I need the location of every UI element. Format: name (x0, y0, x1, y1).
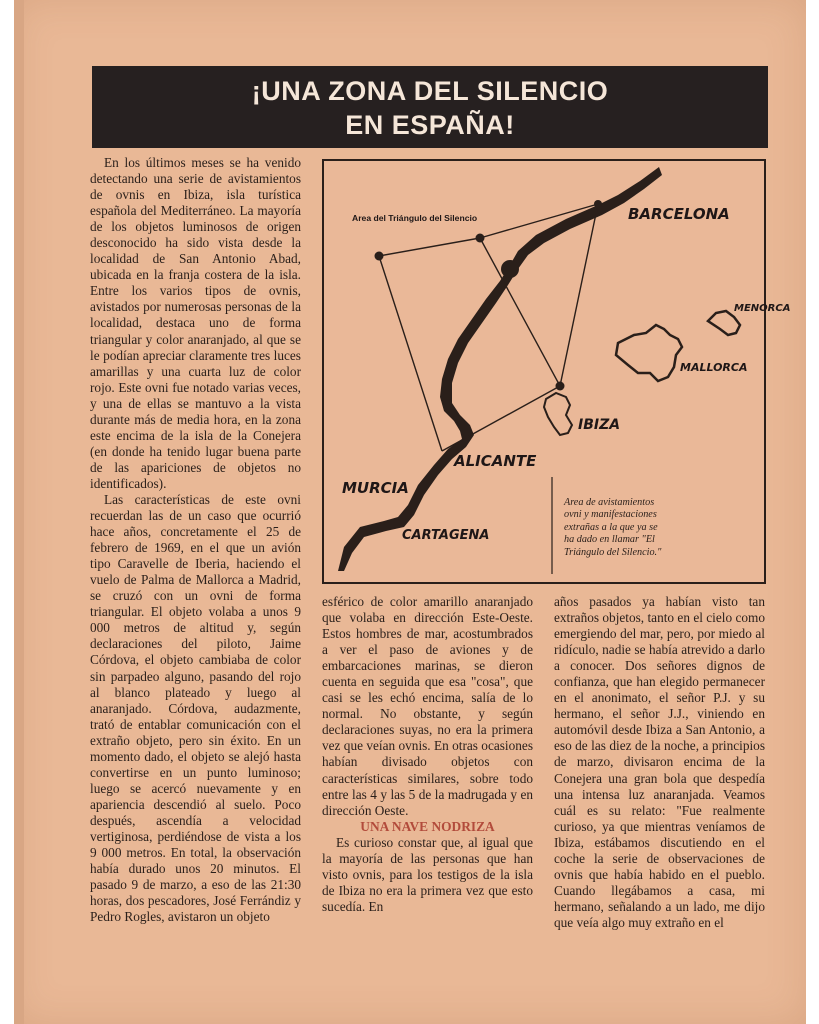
label-cartagena: CARTAGENA (402, 528, 490, 543)
label-alicante: ALICANTE (454, 452, 537, 470)
article-paragraph: Es curioso constar que, al igual que la mayoría de las personas que han visto ovnis, para los testigos de la isla de Ibiza no era la primera vez que esto sucedía. En (322, 834, 533, 914)
article-paragraph: años pasados ya habían visto tan extraños objetos, tanto en el cielo como emergiendo del mar, pero, por miedo al ridículo, nadie se había atrevido a darlo a conocer. Dos señores dignos de confianza, que han elegido permanecer en el anonimato, el señor P.J. y su hermano, el señor J.J., viniendo en automóvil desde Ibiza a San Antonio, a eso de las diez de la noche, a principios de marzo, divisaron encima de la Conejera una gran bola que despedía una intensa luz anaranjada. Veamos cuál es su relato: "Fue realmente curioso, ya que mientras veníamos de Ibiza, estábamos discutiendo en el coche la serie de observaciones de ovnis que había habido en el pueblo. Cuando llegábamos a casa, mi hermano, señalando a un lado, me dijo que veía algo muy extraño en el (554, 594, 765, 930)
label-mallorca: MALLORCA (680, 361, 748, 374)
triangle-vertex (375, 252, 384, 261)
label-menorca: MENORCA (734, 303, 791, 314)
triangle-vertex (476, 234, 485, 243)
article-column-1 (90, 155, 301, 925)
article-column-2 (322, 594, 533, 915)
triangle-map-figure (322, 159, 791, 584)
headline-line-2: EN ESPAÑA! (345, 110, 515, 140)
article-paragraph: Las características de este ovni recuerdan las de un caso que ocurrió hace años, concretamente el 25 de febrero de 1969, en el que un avión tipo Caravelle de Iberia, haciendo el vuelo de Palma de Mallorca a Madrid, se cruzó con un ovni de forma triangular. El objeto volaba a unos 9 000 metros de altitud y, según declaraciones del piloto, Jaime Córdova, el objeto cambiaba de color sin parpadeo alguno, pasando del rojo al blanco plateado y luego al anaranjado. Córdova, audazmente, trató de entablar comunicación con el extraño objeto, pero sin éxito. En un momento dado, el objeto se alejó hasta convertirse en un punto luminoso; luego se acercó nuevamente y en apariencia descendió al suelo. Poco después, ascendía a velocidad vertiginosa, perdiéndose de vista a los 9 000 metros. En total, la observación había durado unos 20 minutos. El pasado 9 de marzo, a eso de las 21:30 horas, dos pescadores, José Ferrándiz y Pedro Rogles, avistaron un objeto (90, 491, 301, 925)
headline-line-1: ¡UNA ZONA DEL SILENCIO (251, 76, 609, 106)
page-spine (14, 0, 24, 1024)
triangle-vertex (594, 200, 602, 208)
map-title: Area del Triángulo del Silencio (352, 213, 478, 223)
coast-blob (501, 260, 519, 278)
article-paragraph: En los últimos meses se ha venido detectando una serie de avistamientos de ovnis en Ibiza, isla turística española del Mediterráneo. La mayoría de los objetos luminosos de origen desconocido ha sido vista desde la localidad de San Antonio Abad, ubicada en la franja costera de la isla. Entre los varios tipos de ovnis, avistados por numerosas personas de la localidad, destaca uno de forma triangular y color anaranjado, al que se le podían apreciar claramente tres luces amarillas y una cuarta luz de color rojo. Este ovni fue notado varias veces, y una de ellas se mantuvo a la vista durante más de media hora, en la zona este encima de la isla de la Conejera (en donde ha tenido lugar buena parte de las apariciones de objetos no identificados). (90, 155, 301, 491)
label-murcia: MURCIA (342, 479, 409, 497)
triangle-vertex (556, 382, 565, 391)
section-subheading: UNA NAVE NODRIZA (360, 818, 495, 834)
article-paragraph: esférico de color amarillo anaranjado que volaba en dirección Este-Oeste. Estos hombres de mar, acostumbrados a ver el paso de aviones y de embarcaciones marinas, se dieron cuenta en seguida que esa "cosa", que casi se les echó encima, salía de lo normal. No obstante, y según declaraciones suyas, no era la primera vez que veían ovnis. En otras ocasiones habían divisado objetos con características similares, sobre todo entre las 4 y las 5 de la madrugada y en dirección Oeste. (322, 594, 533, 818)
map-caption: Area de avistamientos ovni y manifestaciones extrañas a la que ya se ha dado en llamar "El Triángulo del Silencio." (564, 497, 662, 558)
label-barcelona: BARCELONA (628, 205, 730, 223)
map-drawing (322, 159, 791, 584)
article-column-3 (554, 594, 765, 931)
label-ibiza: IBIZA (578, 417, 621, 433)
headline-banner (92, 66, 768, 148)
